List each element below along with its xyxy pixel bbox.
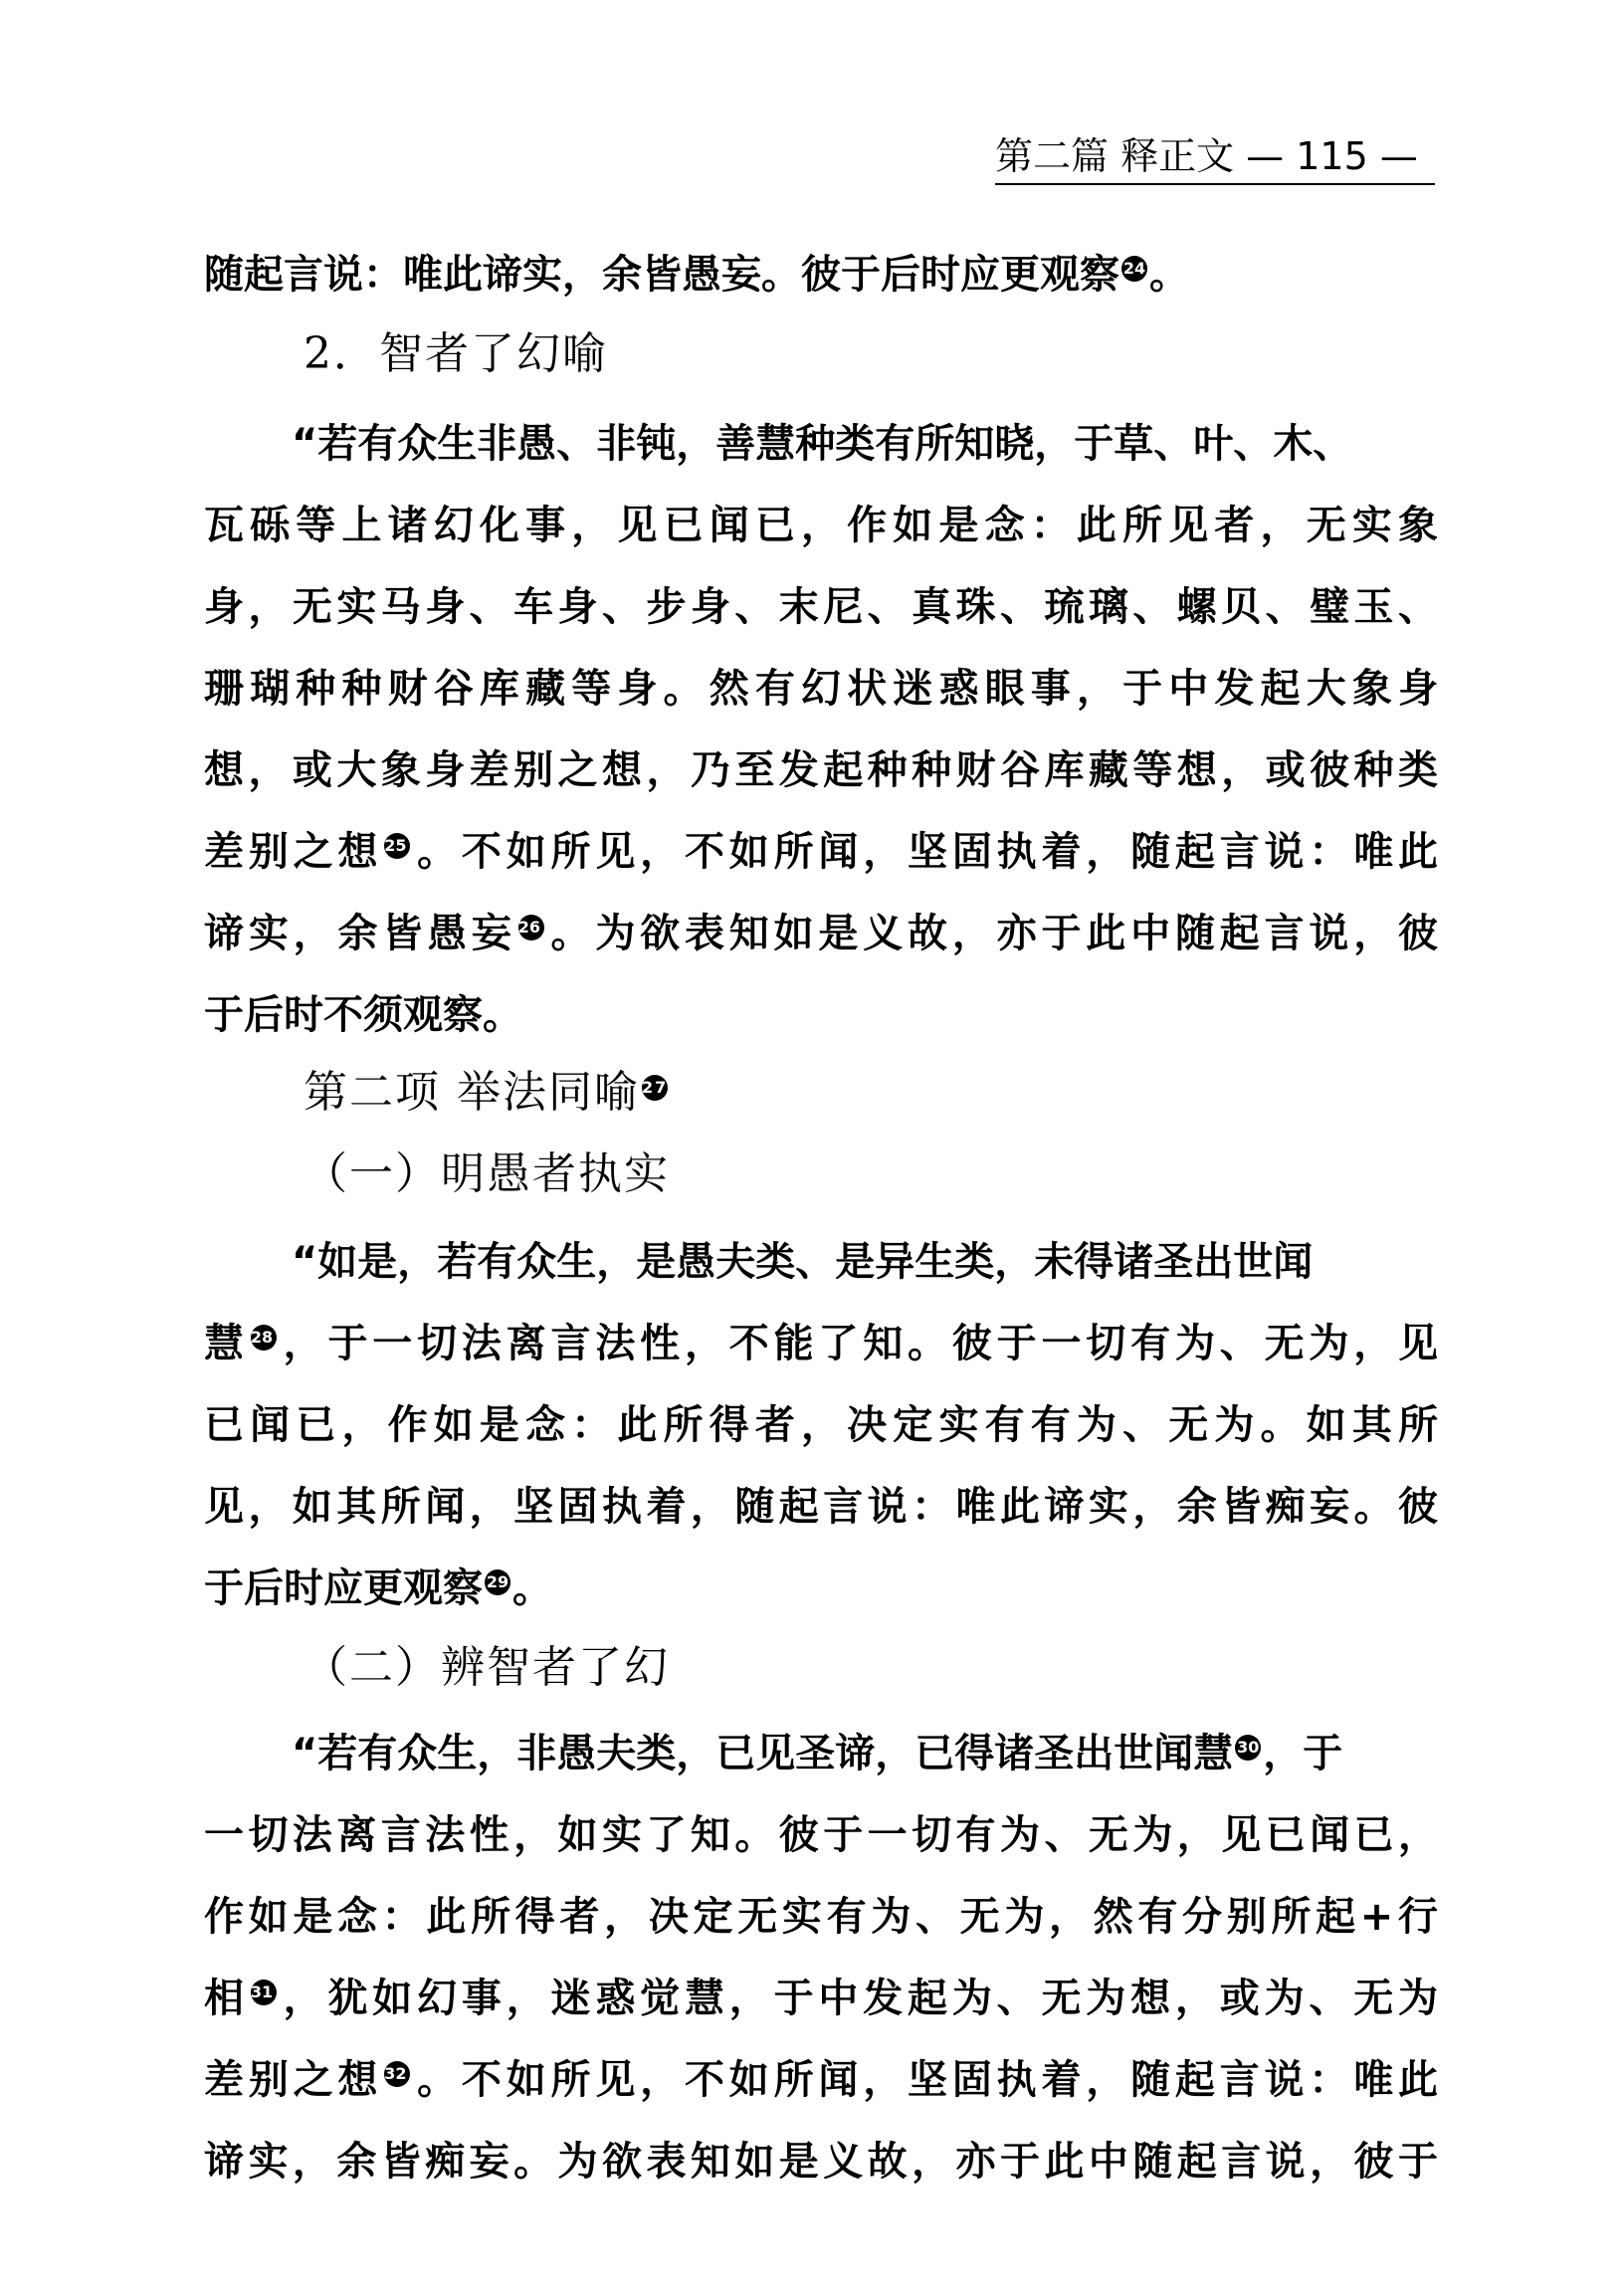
- text-line: [204, 1971, 1438, 2026]
- text-span: 。: [512, 1565, 552, 1611]
- sub-heading: （一）明愚者执实: [304, 1148, 670, 1199]
- text-line: 见，如其所闻，坚固执着，随起言说：唯此谛实，余皆痴妄。彼: [204, 1484, 1438, 1530]
- text-span: ，于一切法离言法性，不能了知。彼于一切有为、无为，见: [278, 1321, 1439, 1366]
- footnote-marker: 24: [1121, 256, 1147, 282]
- text-span: “若有众生，非愚夫类，已见圣谛，已得诸圣出世闻慧: [292, 1731, 1234, 1776]
- text-line: [204, 2052, 1438, 2108]
- footnote-marker: 29: [485, 1569, 510, 1595]
- text-line: 身，无实马身、车身、步身、末尼、真珠、琉璃、螺贝、璧玉、: [204, 584, 1438, 630]
- text-line: “若有众生非愚、非钝，善慧种类有所知晓，于草、叶、木、: [292, 421, 1353, 467]
- text-span: ，犹如幻事，迷惑觉慧，于中发起为、无为想，或为、无为: [278, 1976, 1439, 2021]
- text-line: [204, 906, 1438, 961]
- heading-text: 第二项 举法同喻: [304, 1067, 640, 1118]
- header-rule: [995, 183, 1435, 185]
- text-line: [204, 1561, 1438, 1616]
- text-span: 于后时应更观察: [204, 1565, 483, 1611]
- text-line: 珊瑚种种财谷库藏等身。然有幻状迷惑眼事，于中发起大象身: [204, 666, 1438, 712]
- footnote-marker: 25: [384, 833, 410, 859]
- text-span: 相: [204, 1976, 249, 2021]
- sub-heading: （二）辨智者了幻: [304, 1642, 670, 1693]
- text-span: 随起言说：唯此谛实，余皆愚妄。彼于后时应更观察: [204, 252, 1119, 298]
- text-span: 谛实，余皆愚妄: [204, 911, 516, 956]
- text-line: 想，或大象身差别之想，乃至发起种种财谷库藏等想，或彼种类: [204, 747, 1438, 793]
- footnote-marker: 30: [1235, 1735, 1261, 1761]
- text-line: 一切法离言法性，如实了知。彼于一切有为、无为，见已闻已，: [204, 1812, 1438, 1858]
- text-span: 差别之想: [204, 2057, 383, 2103]
- text-line: 瓦砾等上诸幻化事，见已闻已，作如是念：此所见者，无实象: [204, 503, 1438, 548]
- footnote-marker: 26: [518, 915, 544, 940]
- section-heading: [304, 1063, 670, 1123]
- running-header: 第二篇 释正文 — 115 —: [995, 134, 1418, 178]
- text-span: 慧: [204, 1321, 249, 1366]
- text-line: [204, 1316, 1438, 1371]
- footnote-marker: 32: [384, 2061, 410, 2087]
- text-span: ，于: [1263, 1731, 1343, 1776]
- text-line: 已闻已，作如是念：此所得者，决定实有有为、无为。如其所: [204, 1402, 1438, 1448]
- text-span: 。不如所见，不如所闻，坚固执着，随起言说：唯此: [412, 829, 1439, 875]
- section-heading: 2．智者了幻喻: [304, 328, 608, 379]
- text-span: 。: [1149, 252, 1189, 298]
- footnote-marker: 27: [642, 1075, 668, 1101]
- text-line: 谛实，余皆痴妄。为欲表知如是义故，亦于此中随起言说，彼于: [204, 2139, 1438, 2185]
- text-line: 作如是念：此所得者，决定无实有为、无为，然有分别所起+行: [204, 1894, 1438, 1940]
- text-line: 于后时不须观察。: [204, 992, 522, 1038]
- footnote-marker: 28: [251, 1325, 277, 1351]
- text-line: [204, 824, 1438, 880]
- footnote-marker: 31: [251, 1980, 277, 2005]
- text-span: 。不如所见，不如所闻，坚固执着，随起言说：唯此: [412, 2057, 1439, 2103]
- text-span: 。为欲表知如是义故，亦于此中随起言说，彼: [545, 911, 1439, 956]
- text-line: [204, 247, 1438, 303]
- text-span: 差别之想: [204, 829, 383, 875]
- text-line: “如是，若有众生，是愚夫类、是异生类，未得诸圣出世闻: [292, 1239, 1314, 1285]
- text-line: [292, 1726, 1525, 1781]
